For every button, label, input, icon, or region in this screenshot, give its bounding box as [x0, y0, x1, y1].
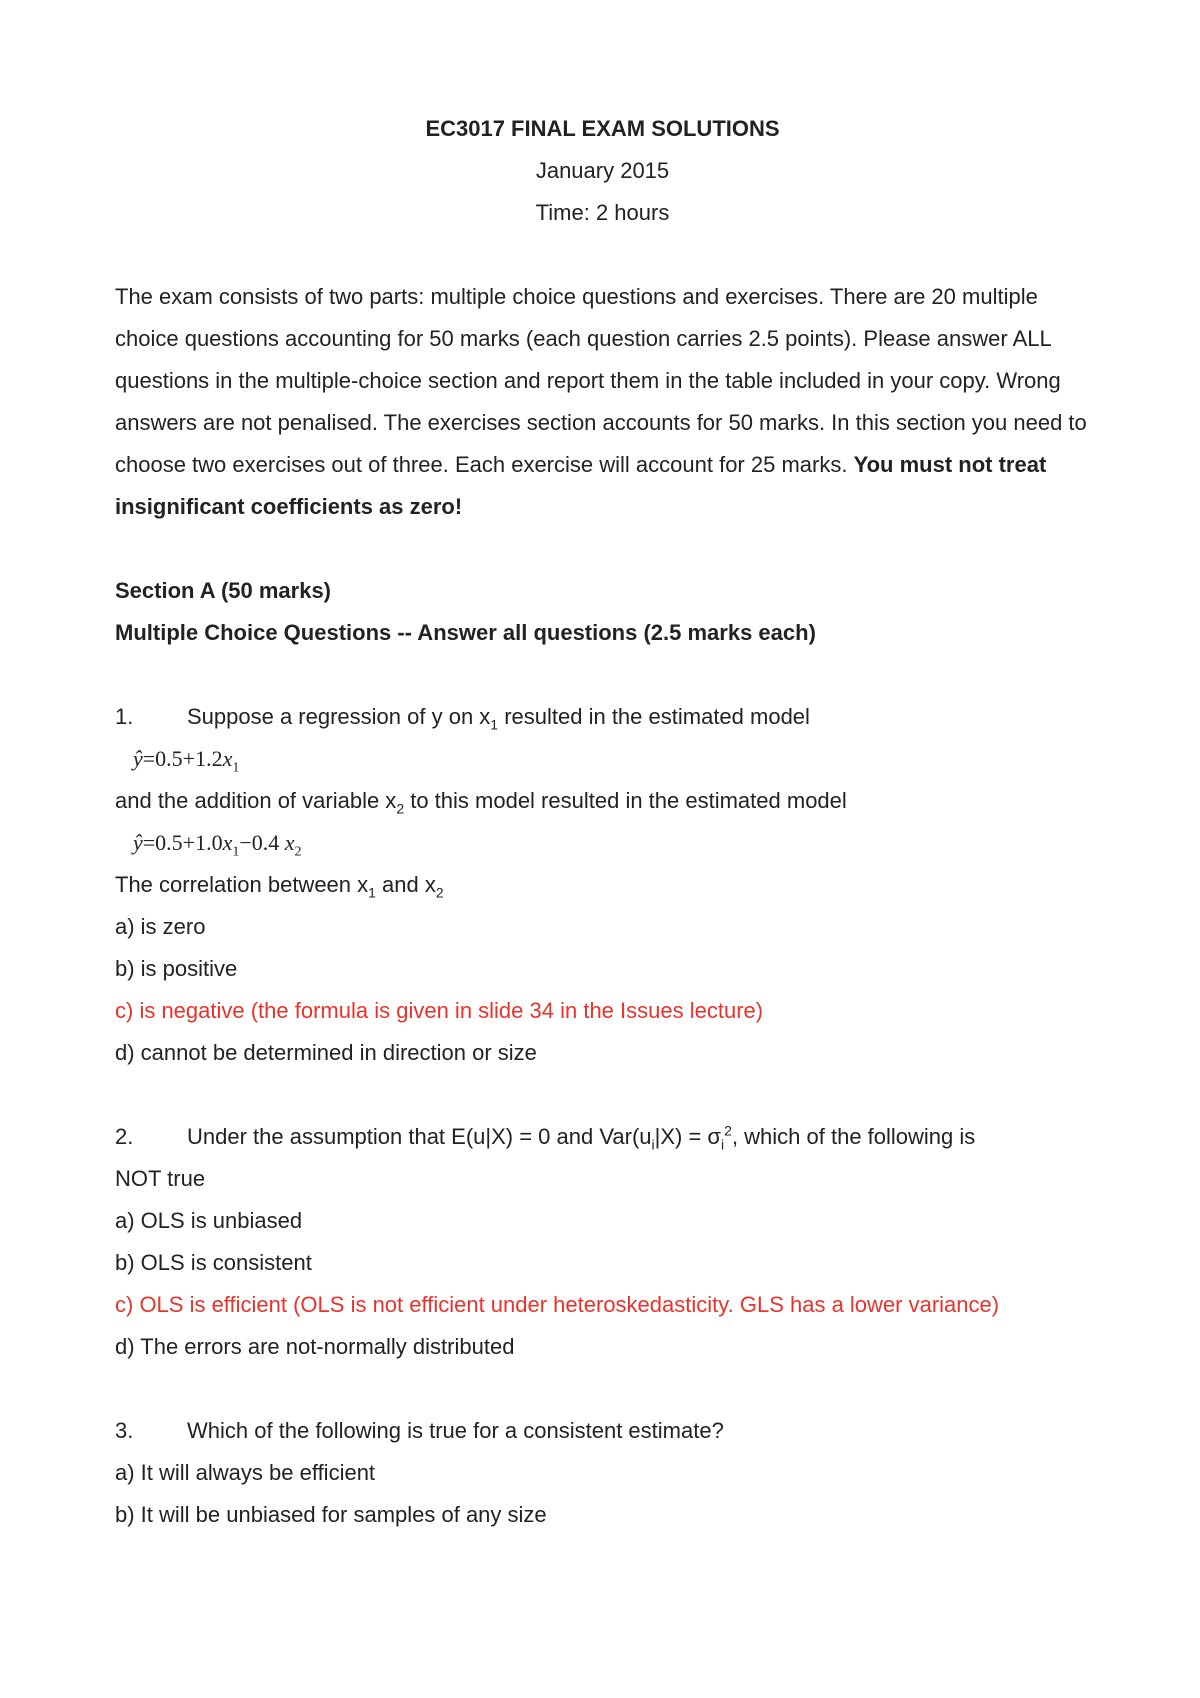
q3-option-a: a) It will always be efficient: [115, 1460, 376, 1485]
q1-equation-1: $ŷ=0.5+1.2x_1$: [133, 746, 240, 776]
q1-number: 1.: [115, 704, 134, 729]
q1-stem: 1. Suppose a regression of y on $x_1$ resulted in the estimated model: [115, 696, 1090, 738]
exam-date: January 2015: [535, 158, 670, 183]
intro-paragraph: [115, 276, 1090, 528]
section-heading: Section A (50 marks): [115, 578, 332, 603]
q2-option-a: a) OLS is unbiased: [115, 1208, 303, 1233]
q2-stem: 2. Under the assumption that E(u|X) = 0 and $Var(u_i|X) = \sigma_i^2$, which of the following is: [115, 1116, 1090, 1158]
question-2: [115, 1116, 1090, 1368]
intro-text: The exam consists of two parts: multiple choice questions and exercises. There are 20 multiple choice questions accounting for 50 marks (each question carries 2.5 points). Please answer ALL questions in the multiple-choice section and report them in the table included in your copy. Wrong answers are not penalised. The exercises section accounts for 50 marks. In this section you need to choose two exercises out of three. Each exercise will account for 25 marks.: [115, 284, 1087, 477]
q1-option-b: b) is positive: [115, 956, 238, 981]
q1-option-a: a) is zero: [115, 914, 206, 939]
q3-stem: 3. Which of the following is true for a consistent estimate?: [115, 1410, 1090, 1452]
q1-option-d: d) cannot be determined in direction or size: [115, 1040, 537, 1065]
document-page: [115, 108, 1090, 1536]
q3-option-b: b) It will be unbiased for samples of any size: [115, 1502, 547, 1527]
q2-option-d: d) The errors are not-normally distributed: [115, 1334, 515, 1359]
question-1: [115, 696, 1090, 1074]
q1-option-c-answer: c) is negative (the formula is given in slide 34 in the Issues lecture): [115, 998, 764, 1023]
q2-option-c-answer: c) OLS is efficient (OLS is not efficient under heteroskedasticity. GLS has a lower variance): [115, 1292, 1000, 1317]
question-3: [115, 1410, 1090, 1536]
q2-number: 2.: [115, 1124, 134, 1149]
document-title: EC3017 FINAL EXAM SOLUTIONS: [425, 116, 780, 141]
q2-stem-line-2: NOT true: [115, 1166, 206, 1191]
q1-middle-text: and the addition of variable $x_2$ to this model resulted in the estimated model: [115, 788, 847, 817]
exam-duration: Time: 2 hours: [535, 200, 670, 225]
q1-correlation-text: The correlation between $x_1$ and $x_2$: [115, 872, 444, 901]
q2-option-b: b) OLS is consistent: [115, 1250, 312, 1275]
section-subheading: Multiple Choice Questions -- Answer all questions (2.5 marks each): [115, 620, 816, 645]
q1-equation-2: $ŷ=0.5+1.0x_1-0.4$ $x_2$: [133, 830, 302, 860]
intro-emphasis: You must not treat insignificant coefficients as zero!: [115, 452, 1047, 519]
q3-number: 3.: [115, 1418, 134, 1443]
